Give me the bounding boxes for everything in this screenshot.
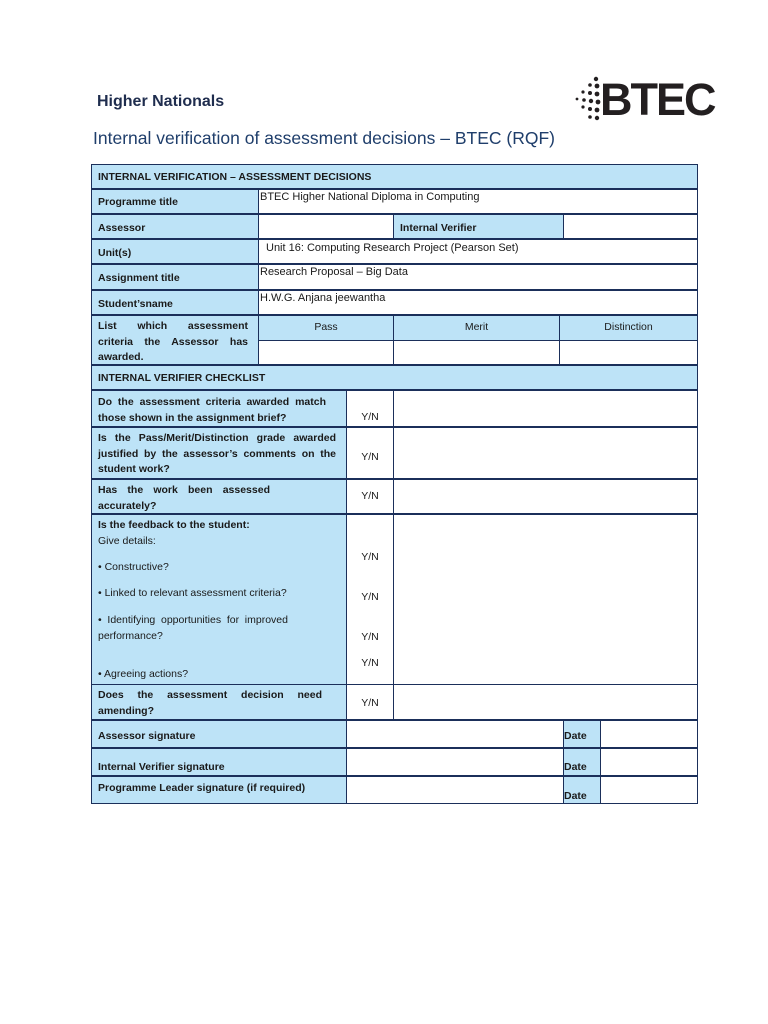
q3-comment-field[interactable] bbox=[393, 479, 698, 514]
internal-verifier-label-cell bbox=[393, 214, 564, 239]
checklist-heading: INTERNAL VERIFIER CHECKLIST bbox=[98, 372, 266, 384]
q1-yn-cell[interactable] bbox=[346, 390, 394, 427]
programme-title-field[interactable] bbox=[258, 189, 698, 214]
assignment-title-value: Research Proposal – Big Data bbox=[260, 266, 408, 278]
q4-agreeing: • Agreeing actions? bbox=[98, 668, 189, 680]
verifier-date-label: Date bbox=[564, 761, 587, 773]
leader-date-label: Date bbox=[564, 790, 587, 802]
btec-logo bbox=[574, 74, 724, 126]
q4-linked: • Linked to relevant assessment criteria? bbox=[98, 587, 287, 599]
units-field[interactable] bbox=[258, 239, 698, 264]
internal-verifier-field[interactable] bbox=[563, 214, 698, 239]
decisions-heading: INTERNAL VERIFICATION – ASSESSMENT DECISIONS bbox=[98, 171, 372, 183]
btec-logo-text: BTEC bbox=[600, 74, 715, 125]
q5-comment-field[interactable] bbox=[393, 684, 698, 720]
btec-dots-icon bbox=[574, 76, 602, 126]
q3-yn: Y/N bbox=[361, 490, 379, 502]
assessor-date-label-cell bbox=[563, 720, 601, 748]
assessor-field[interactable] bbox=[258, 214, 394, 239]
merit-criteria-field[interactable] bbox=[393, 340, 560, 365]
distinction-header-cell bbox=[559, 315, 698, 341]
q4-yn-cell[interactable] bbox=[346, 514, 394, 685]
q4-cell bbox=[91, 514, 347, 685]
q4-yn-agreeing: Y/N bbox=[361, 657, 379, 669]
q4-identifying: • Identifying opportunities for improved performance? bbox=[98, 614, 288, 642]
q3-cell bbox=[91, 479, 347, 514]
assessor-label-cell bbox=[91, 214, 259, 239]
leader-signature-label-cell bbox=[91, 776, 347, 804]
q4-give-details: Give details: bbox=[98, 535, 156, 547]
programme-title-label-cell bbox=[91, 189, 259, 214]
q2-yn-cell[interactable] bbox=[346, 427, 394, 479]
assessor-signature-label: Assessor signature bbox=[98, 730, 196, 742]
assignment-title-label: Assignment title bbox=[98, 272, 180, 284]
pass-header-cell bbox=[258, 315, 394, 341]
units-label: Unit(s) bbox=[98, 247, 132, 259]
q4-title: Is the feedback to the student: bbox=[98, 519, 250, 531]
internal-verifier-label: Internal Verifier bbox=[400, 222, 477, 234]
q4-yn-constructive: Y/N bbox=[361, 551, 379, 563]
verifier-signature-label-cell bbox=[91, 748, 347, 776]
assignment-title-label-cell bbox=[91, 264, 259, 290]
assessor-label: Assessor bbox=[98, 222, 146, 234]
q2-yn: Y/N bbox=[361, 451, 379, 463]
verifier-signature-field[interactable] bbox=[346, 748, 564, 776]
q1-text: Do the assessment criteria awarded match those shown in the assignment brief? bbox=[98, 396, 326, 424]
q1-cell bbox=[91, 390, 347, 427]
leader-signature-field[interactable] bbox=[346, 776, 564, 804]
criteria-label: List which assessment criteria the Assessor has awarded. bbox=[98, 320, 248, 363]
distinction-header: Distinction bbox=[604, 321, 653, 333]
q5-yn: Y/N bbox=[361, 697, 379, 709]
leader-date-field[interactable] bbox=[600, 776, 698, 804]
merit-header: Merit bbox=[464, 321, 489, 333]
q4-comment-field[interactable] bbox=[393, 514, 698, 685]
q3-yn-cell[interactable] bbox=[346, 479, 394, 514]
programme-title-value: BTEC Higher National Diploma in Computing bbox=[260, 191, 480, 203]
criteria-label-cell bbox=[91, 315, 259, 365]
student-name-label-cell bbox=[91, 290, 259, 315]
student-name-field[interactable] bbox=[258, 290, 698, 315]
q2-comment-field[interactable] bbox=[393, 427, 698, 479]
q3-text: Has the work been assessed accurately? bbox=[98, 484, 270, 512]
q5-yn-cell[interactable] bbox=[346, 684, 394, 720]
verifier-signature-label: Internal Verifier signature bbox=[98, 761, 225, 773]
page-title: Internal verification of assessment decisions – BTEC (RQF) bbox=[93, 128, 555, 148]
leader-date-label-cell bbox=[563, 776, 601, 804]
units-value: Unit 16: Computing Research Project (Pearson Set) bbox=[266, 242, 519, 254]
q4-yn-identifying: Y/N bbox=[361, 631, 379, 643]
merit-header-cell bbox=[393, 315, 560, 341]
q4-yn-linked: Y/N bbox=[361, 591, 379, 603]
verifier-date-label-cell bbox=[563, 748, 601, 776]
pass-criteria-field[interactable] bbox=[258, 340, 394, 365]
q2-text: Is the Pass/Merit/Distinction grade awarded justified by the assessor’s comments on the student work? bbox=[98, 432, 336, 475]
student-name-label: Student’sname bbox=[98, 298, 173, 310]
q5-cell bbox=[91, 684, 347, 720]
assessor-signature-field[interactable] bbox=[346, 720, 564, 748]
q5-text: Does the assessment decision need amending? bbox=[98, 689, 322, 717]
units-label-cell bbox=[91, 239, 259, 264]
assessor-signature-label-cell bbox=[91, 720, 347, 748]
q1-yn: Y/N bbox=[361, 411, 379, 423]
checklist-heading-row bbox=[91, 365, 698, 390]
pass-header: Pass bbox=[314, 321, 338, 333]
q2-cell bbox=[91, 427, 347, 479]
leader-signature-label: Programme Leader signature (if required) bbox=[98, 782, 306, 794]
q4-constructive: • Constructive? bbox=[98, 561, 169, 573]
student-name-value: H.W.G. Anjana jeewantha bbox=[260, 292, 386, 304]
assessor-date-field[interactable] bbox=[600, 720, 698, 748]
higher-nationals-heading: Higher Nationals bbox=[97, 93, 225, 110]
q1-comment-field[interactable] bbox=[393, 390, 698, 427]
decisions-heading-row bbox=[91, 164, 698, 189]
programme-title-label: Programme title bbox=[98, 196, 178, 208]
verifier-date-field[interactable] bbox=[600, 748, 698, 776]
distinction-criteria-field[interactable] bbox=[559, 340, 698, 365]
assessor-date-label: Date bbox=[564, 730, 587, 742]
assignment-title-field[interactable] bbox=[258, 264, 698, 290]
